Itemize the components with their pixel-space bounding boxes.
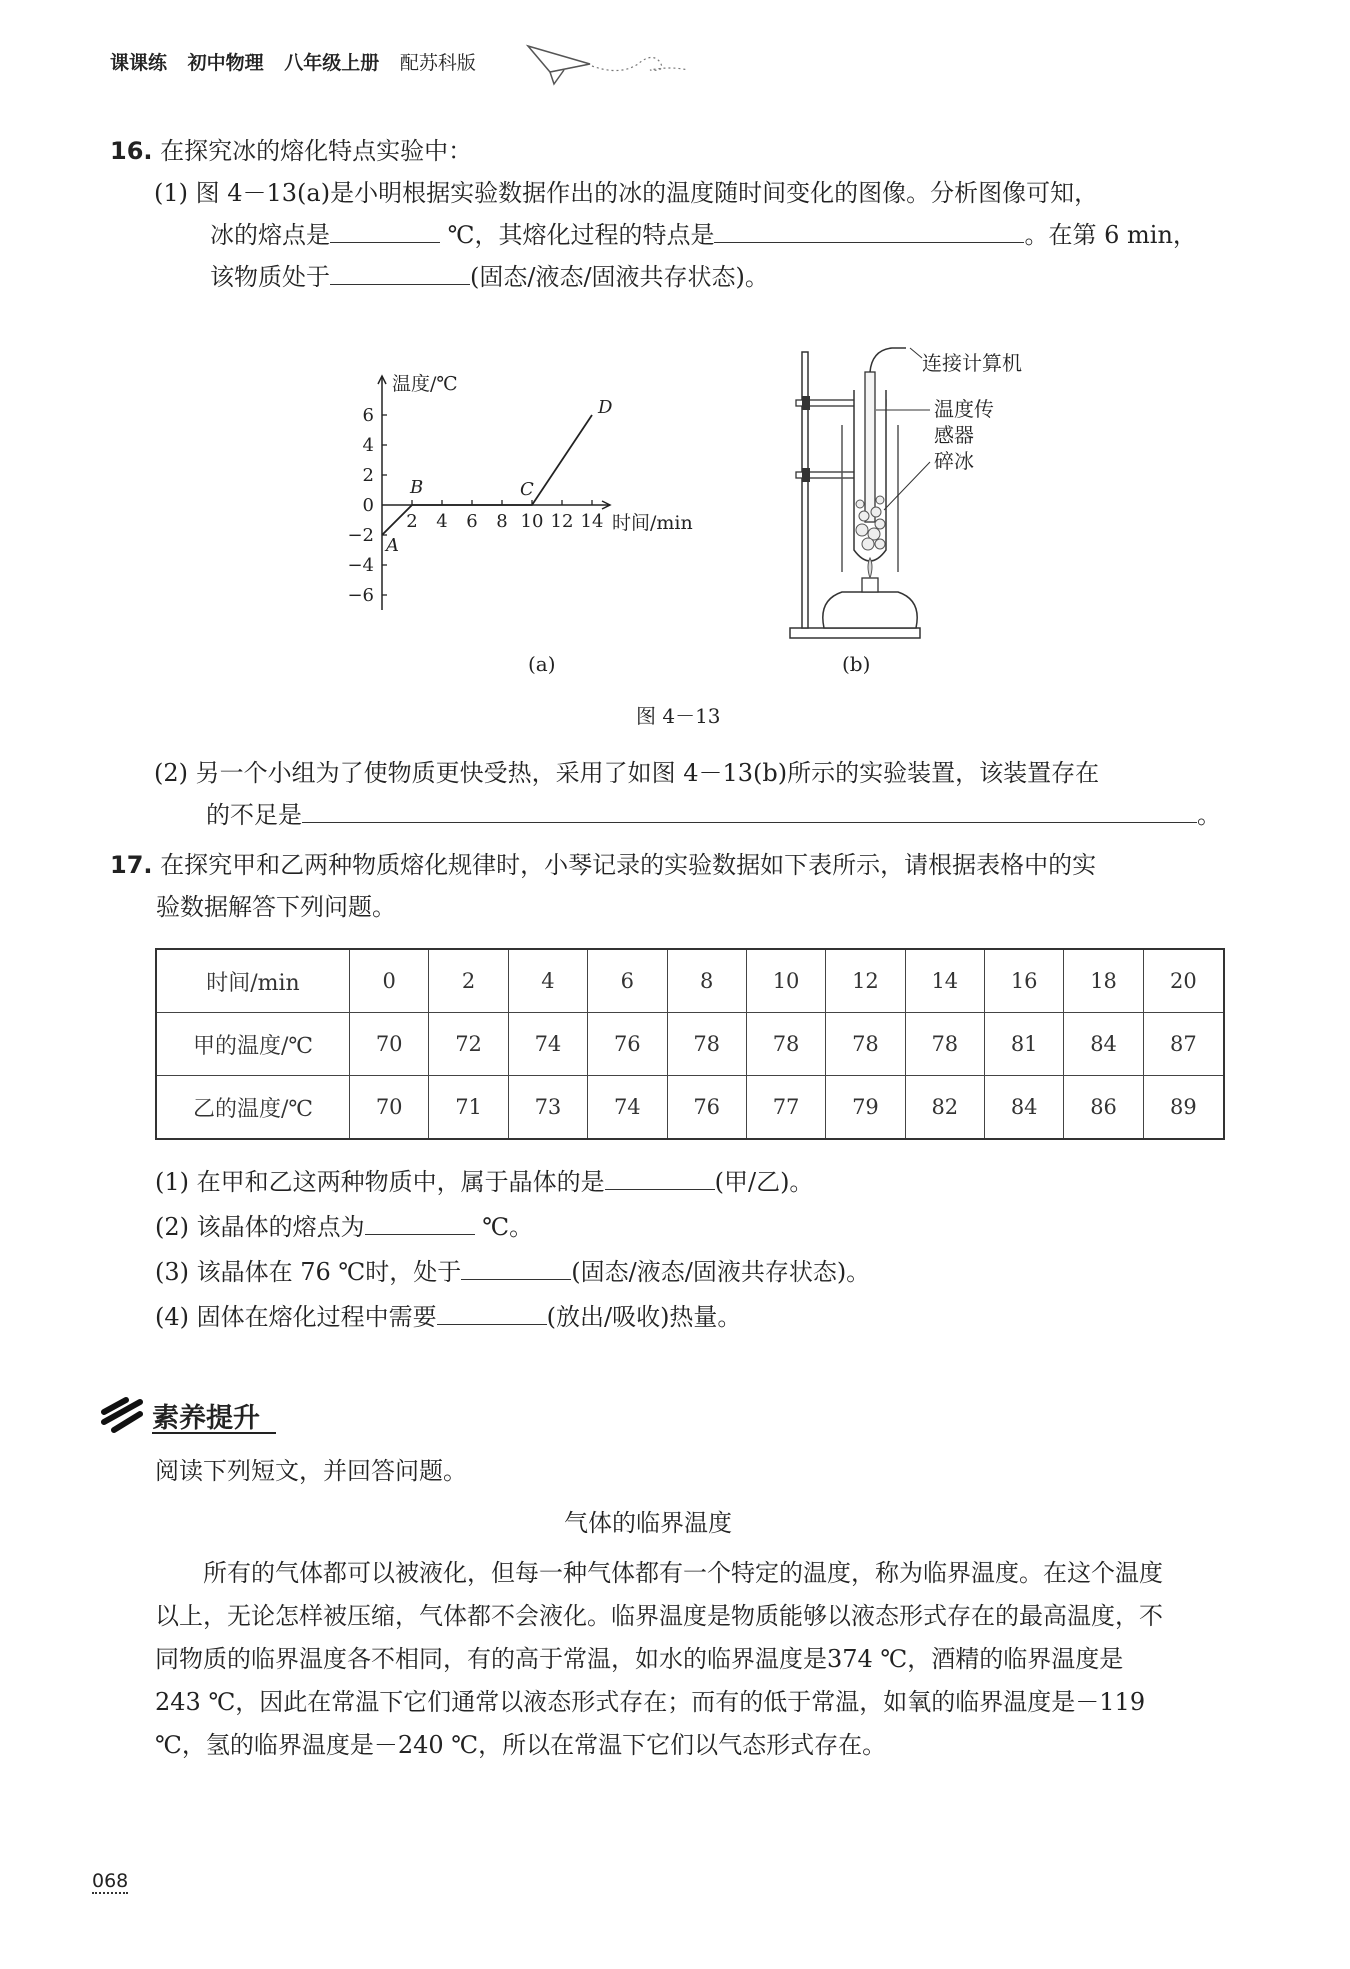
table-cell: 10 (746, 949, 825, 1013)
table-cell: 72 (429, 1013, 508, 1076)
answer-blank-crystal-melting-point[interactable] (365, 1208, 475, 1235)
table-row (156, 1076, 1224, 1140)
point-label-d: D (598, 397, 613, 418)
x-tick-label: 8 (496, 511, 508, 532)
x-tick-label: 2 (406, 511, 418, 532)
paper-plane-icon (520, 36, 690, 86)
table-cell: 78 (667, 1013, 746, 1076)
answer-blank-state-76[interactable] (461, 1253, 571, 1280)
table-cell: 78 (746, 1013, 825, 1076)
page-number: 068 (92, 1870, 129, 1892)
q16-part1-line1: (1) 图 4－13(a)是小明根据实验数据作出的冰的温度随时间变化的图像。分析图像可知， (154, 179, 1099, 207)
table-cell: 0 (350, 949, 429, 1013)
answer-blank-characteristic[interactable] (714, 216, 1024, 243)
table-cell: 76 (588, 1013, 667, 1076)
table-cell: 89 (1143, 1076, 1224, 1140)
y-axis-label: 温度/℃ (392, 373, 458, 395)
section-marker-icon (100, 1396, 146, 1436)
table-cell: 76 (667, 1076, 746, 1140)
table-cell: 12 (826, 949, 905, 1013)
question-16 (110, 130, 1240, 298)
section-underline (152, 1432, 276, 1434)
table-row (156, 949, 1224, 1013)
table-cell: 87 (1143, 1013, 1224, 1076)
table-cell: 78 (826, 1013, 905, 1076)
q16-part1-line3: 该物质处于 (固态/液态/固液共存状态)。 (110, 256, 1240, 298)
table-cell: 70 (350, 1076, 429, 1140)
header-grade: 八年级上册 (284, 52, 380, 74)
table-cell: 8 (667, 949, 746, 1013)
table-cell: 82 (905, 1076, 984, 1140)
table-cell: 74 (588, 1076, 667, 1140)
table-row-header: 甲的温度/℃ (156, 1013, 350, 1076)
alcohol-lamp (823, 592, 917, 628)
section-title: 素养提升 (152, 1403, 260, 1434)
stand-base (790, 628, 920, 638)
table-cell: 81 (985, 1013, 1064, 1076)
subfigure-label-a: (a) (528, 652, 556, 676)
table-cell: 16 (985, 949, 1064, 1013)
label-temperature-sensor-2: 感器 (934, 423, 974, 447)
q17-sub2: (2) 该晶体的熔点为 ℃。 (155, 1205, 1235, 1250)
table-cell: 20 (1143, 949, 1224, 1013)
q17-sub3: (3) 该晶体在 76 ℃时，处于 (固态/液态/固液共存状态)。 (155, 1250, 1235, 1295)
answer-blank-crystal[interactable] (605, 1163, 715, 1190)
answer-blank-state[interactable] (330, 258, 470, 285)
stand-rod (802, 352, 808, 628)
table-cell: 4 (508, 949, 587, 1013)
figure-caption: 图 4－13 (636, 704, 721, 728)
label-temperature-sensor-1: 温度传 (934, 397, 994, 421)
y-tick-label: 2 (362, 465, 374, 486)
table-cell: 14 (905, 949, 984, 1013)
table-cell: 71 (429, 1076, 508, 1140)
table-cell: 78 (905, 1013, 984, 1076)
table-cell: 70 (350, 1013, 429, 1076)
y-tick-label: 4 (362, 435, 374, 456)
y-tick-label: 6 (362, 405, 374, 426)
answer-blank-deficiency[interactable] (302, 796, 1197, 823)
table-cell: 18 (1064, 949, 1143, 1013)
answer-blank-melting-point[interactable] (330, 216, 440, 243)
x-axis-label: 时间/min (612, 512, 693, 534)
table-cell: 84 (1064, 1013, 1143, 1076)
header-series: 课课练 (110, 52, 168, 74)
label-connect-computer: 连接计算机 (922, 351, 1022, 375)
experiment-apparatus (780, 340, 1040, 650)
subfigure-label-b: (b) (842, 652, 871, 676)
table-cell: 77 (746, 1076, 825, 1140)
point-label-a: A (386, 535, 399, 556)
section-intro: 阅读下列短文，并回答问题。 (155, 1457, 467, 1485)
y-tick-label: −2 (347, 525, 374, 546)
temperature-sensor (865, 372, 875, 522)
label-crushed-ice: 碎冰 (934, 449, 974, 473)
answer-blank-heat[interactable] (437, 1298, 547, 1325)
y-tick-label: −6 (347, 585, 374, 606)
y-tick-label: −4 (347, 555, 374, 576)
x-tick-label: 6 (466, 511, 478, 532)
question-number: 17. (110, 851, 153, 879)
question-stem: 在探究冰的熔化特点实验中： (160, 137, 473, 165)
table-row-header: 乙的温度/℃ (156, 1076, 350, 1140)
q17-subquestions (155, 1160, 1235, 1340)
table-row (156, 1013, 1224, 1076)
q17-sub4: (4) 固体在熔化过程中需要 (放出/吸收)热量。 (155, 1295, 1235, 1340)
table-row-header: 时间/min (156, 949, 350, 1013)
temperature-time-chart (340, 335, 780, 685)
x-tick-label: 12 (550, 511, 574, 532)
x-tick-label: 14 (580, 511, 604, 532)
q16-part1-line2: 冰的熔点是 ℃，其熔化过程的特点是 。在第 6 min， (110, 214, 1240, 256)
essay-body: 所有的气体都可以被液化，但每一种气体都有一个特定的温度，称为临界温度。在这个温度以上，无论怎样被压缩，气体都不会液化。临界温度是物质能够以液态形式存在的最高温度，不同物质的临界温度各不相同，有的高于常温，如水的临界温度是374 ℃，酒精的临界温度是 243 ℃，因此在常温下它们通常以液态形式存在；而有的低于常温，如氧的临界温度是－119 ℃，氢的临界温度是－240 ℃，所以在常温下它们以气态形式存在。 (155, 1559, 1163, 1759)
header-edition: 配苏科版 (399, 52, 476, 74)
table-cell: 79 (826, 1076, 905, 1140)
table-cell: 6 (588, 949, 667, 1013)
x-tick-label: 10 (520, 511, 544, 532)
q17-sub1: (1) 在甲和乙这两种物质中，属于晶体的是 (甲/乙)。 (155, 1160, 1235, 1205)
temperature-table (155, 948, 1225, 1140)
essay-title: 气体的临界温度 (564, 1509, 732, 1537)
question-17: 17. 在探究甲和乙两种物质熔化规律时，小琴记录的实验数据如下表所示，请根据表格中的实 验数据解答下列问题。 (110, 851, 1097, 921)
table-cell: 73 (508, 1076, 587, 1140)
y-tick-label: 0 (362, 495, 374, 516)
point-label-c: C (520, 479, 534, 500)
question-number: 16. (110, 137, 153, 165)
header-subject: 初中物理 (187, 52, 264, 74)
table-cell: 86 (1064, 1076, 1143, 1140)
table-cell: 74 (508, 1013, 587, 1076)
q16-part2: (2) 另一个小组为了使物质更快受热，采用了如图 4－13(b)所示的实验装置，该装置存在 的不足是 。 (154, 759, 1221, 829)
page-header (110, 48, 490, 75)
point-label-b: B (410, 477, 424, 498)
x-tick-label: 4 (436, 511, 448, 532)
table-cell: 2 (429, 949, 508, 1013)
table-cell: 84 (985, 1076, 1064, 1140)
